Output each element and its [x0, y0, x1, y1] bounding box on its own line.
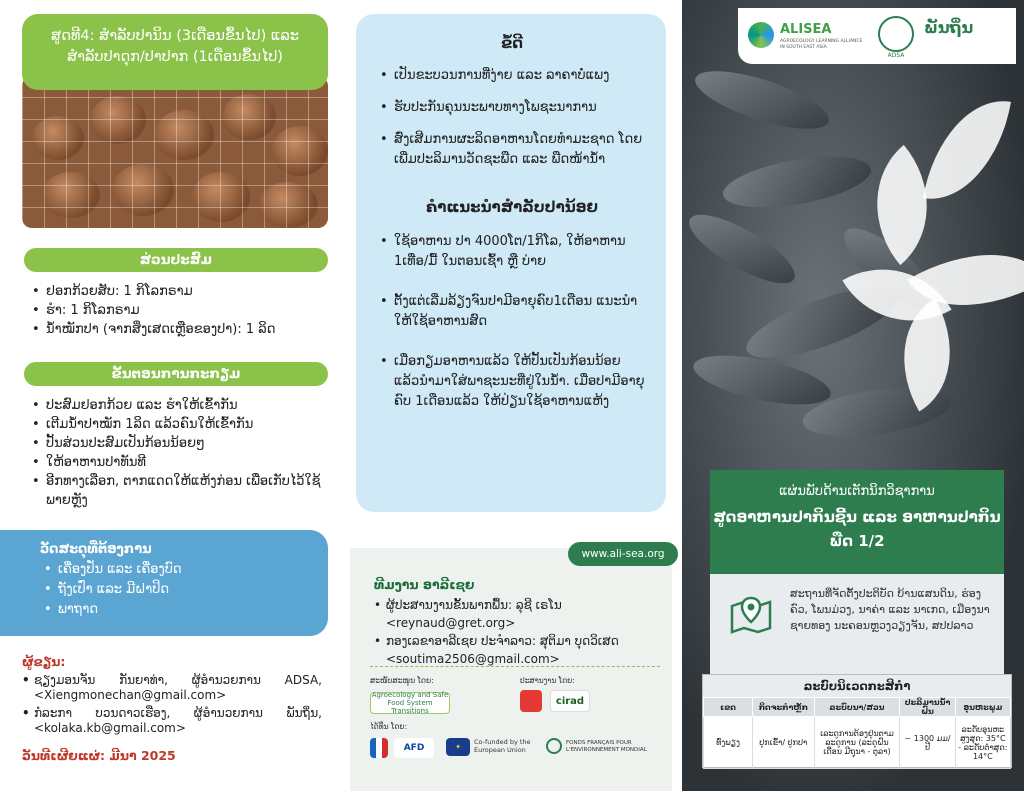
author-item: • ຊຽງມອນຈັນ ກັນຍາທ່າ, ຜູ້ອຳນວຍການ ADSA, <Xiengmonechan@gmail.com>	[22, 673, 322, 704]
supported-by-label: ສະໜັບສະໜູນ ໂດຍ:	[370, 676, 434, 685]
ffem-label: FONDS FRANÇAIS POUR L'ENVIRONNEMENT MONDIAL	[566, 740, 647, 753]
alisea-logo-text: ALISEA	[780, 22, 832, 37]
cover-title-box	[710, 470, 1004, 574]
table-header: ປະລິມານນ້ຳຝົນ	[900, 698, 955, 717]
steps-list	[32, 396, 332, 510]
list-item: • ໃຫ້ອາຫານປາທັນທີ	[32, 453, 332, 472]
ffem-logo	[546, 738, 562, 754]
ingredients-list	[32, 282, 332, 339]
author-item: • ກໍລະກາ ບວນດາວເຮືອງ, ຜູ້ອຳນວຍການ ພັນຖິ່ນ, <kolaka.kb@gmail.com>	[22, 706, 322, 737]
eu-label: Co-funded by the European Union	[474, 738, 531, 754]
gret-logo	[520, 690, 542, 712]
alisea-logo-icon	[748, 22, 774, 48]
france-flag-icon	[370, 738, 388, 758]
list-item: • ຮັບປະກັນຄຸນນະພາບທາງໂພຊະນາການ	[378, 98, 646, 118]
advantages-box	[356, 14, 666, 512]
table-cell: ເລະດູການຕ້ອງຢູ່ນຕາມລະດູການ (ລະດູຝົນ ເດືອນ ມີຖຸນາ - ຕຸລາ)	[814, 717, 900, 769]
table-title: ລະບົບນິເວດກະສິກຳ	[703, 675, 1011, 697]
website-link[interactable]: www.ali-sea.org	[568, 542, 678, 566]
panel-middle	[340, 0, 682, 791]
afd-logo: AFD	[394, 738, 434, 758]
list-item: • ເປັນຂະບວນການທີ່ງ່າຍ ແລະ ລາຄາບໍ່ແພງ	[378, 66, 646, 86]
table-header-row	[704, 698, 1011, 717]
coordinated-by-label: ປະສານງານ ໂດຍ:	[520, 676, 575, 685]
steps-heading: ຂັ້ນຕອນການກະກຽມ	[24, 362, 328, 386]
list-item: • ຖັງເປົ່າ ແລະ ມີຝາປິດ	[40, 580, 308, 600]
list-item: • ພາຖາດ	[40, 600, 308, 620]
team-section	[350, 548, 672, 791]
authors-heading: ຜູ້ຂຽນ:	[22, 654, 66, 669]
team-item: • ກອງເລຂາອາລີເຊຍ ປະຈຳລາວ: ສຸຕິມາ ບຸດວິເສດ <soutima2506@gmail.com>	[374, 632, 664, 668]
list-item: • ນ້ຳໝັກປາ (ຈາກສິ່ງເສດເຫຼືອຂອງປາ): 1 ລິດ	[32, 320, 332, 339]
afssp-logo: Agroecology and Safe Food System Transitions	[371, 691, 449, 715]
publication-date: ວັນທີເຜີຍແຜ່: ມີນາ 2025	[22, 748, 176, 763]
adsa-logo	[878, 16, 914, 52]
panel-left	[0, 0, 340, 791]
list-item: • ປະສົມຢອກກ້ວຍ ແລະ ຮຳໃຫ້ເຂົ້າກັນ	[32, 396, 332, 415]
tips-heading: ຄຳແນະນຳສຳລັບປານ້ອຍ	[426, 198, 598, 216]
eu-flag-icon: ✦	[446, 738, 470, 756]
cover-title: ສູດອາຫານປາກິນຊີ້ນ ແລະ ອາຫານປາກິນພືດ 1/2	[713, 508, 1001, 550]
list-item: • ຮຳ: 1 ກິໂລກຣາມ	[32, 301, 332, 320]
partner-logos	[738, 8, 1016, 64]
ingredients-heading: ສ່ວນປະສົມ	[24, 248, 328, 272]
panel-right-cover	[682, 0, 1024, 791]
list-item: • ເຄື່ອງປັ່ນ ແລະ ເຄື່ອງບົດ	[40, 560, 308, 580]
table-header: ກິດຈະກຳຫຼັກ	[753, 698, 814, 717]
recipe-title: ສູດທີ4: ສຳລັບປານິນ (3ເດືອນຂຶ້ນໄປ) ແລະ ສຳລັບປາດຸກ/ປາປາກ (1ເດືອນຂຶ້ນໄປ)	[22, 14, 328, 90]
team-block	[374, 576, 664, 668]
adsa-logo-text: ADSA	[887, 52, 905, 59]
cover-subtitle: ແຜ່ນພັບດ້ານເຕັກນິກວິຊາການ	[779, 484, 935, 499]
advantages-heading: ຂໍ້ດີ	[501, 34, 523, 52]
phanthin-logo: ພັນຖິ່ນ	[924, 18, 974, 37]
authors-section	[22, 654, 322, 739]
tools-heading: ວັດສະດຸທີ່ຕ້ອງການ	[40, 542, 152, 557]
table-header: ລະບົບນາ/ສວນ	[814, 698, 900, 717]
list-item: • ເຕີມນ້ຳປາໝັກ 1ລິດ ແລ້ວຄົນໃຫ້ເຂົ້າກັນ	[32, 415, 332, 434]
list-item: • ໃຊ້ອາຫານ ປາ 4000ໂຕ/1ກິໂລ, ໃຫ້ອາຫານ 1ເທື່ອ/ມື້ ໃນຕອນເຊົ້າ ຫຼື ບ່າຍ	[378, 232, 646, 272]
cirad-logo: cirad	[550, 690, 590, 712]
map-pin-icon	[728, 592, 774, 638]
table-cell: ລະດັບອຸນຫະສູງສຸດ: 35°C - ລະດັບຕໍ່າສຸດ: 14°C	[955, 717, 1010, 769]
list-item: • ຕັ້ງແຕ່ເລີ່ມລ້ຽງຈົນປາມີອາຍຸຄົບ1ເດືອນ ແນະນຳໃຫ້ໃຊ້ອາຫານສົດ	[378, 292, 646, 332]
list-item: • ເມື່ອກຽມອາຫານແລ້ວ ໃຫ້ປັ້ນເປັນກ້ອນນ້ອຍ ແລ້ວນຳມາໃສ່ພາຊະນະທີ່ຢູ່ໃນນ້ຳ. ເມື່ອປາມີອາຍຸຄົບ 1ເດືອນແລ້ວ ໃຫ້ປ່ຽນໃຊ້ອາຫານແຫ້ງ	[378, 352, 646, 412]
table-cell: ~ 1300 ມມ/ປີ	[900, 717, 955, 769]
funded-by-label: ໄດ້ທຶນ ໂດຍ:	[370, 722, 408, 731]
team-item: • ຜູ້ປະສານງານຂັ້ນພາກພື້ນ: ລຸຊີ ເຣໂນ <reynaud@gret.org>	[374, 596, 664, 632]
agroecology-table	[702, 674, 1012, 768]
table-row	[704, 717, 1011, 769]
table-cell: ປູກເຂົ້າ/ ປູກປາ	[753, 717, 814, 769]
table-cell: ທົ່ງພຽງ	[704, 717, 753, 769]
list-item: • ສົ່ງເສີມການຜະລິດອາຫານໂດຍທຳມະຊາດ ໂດຍເພີ່ມປະລິມານວັດຊະພືດ ແລະ ພືດໜ້ານ້ຳ	[378, 130, 646, 170]
list-item: • ອີກທາງເລືອກ, ຕາກແດດໃຫ້ແຫ້ງກ່ອນ ເພື່ອເກັບໄວ້ໃຊ້ພາຍຫຼັງ	[32, 472, 332, 510]
tools-box	[0, 530, 328, 636]
location-text: ສະຖານທີ່ຈັດຕັ້ງປະຕິບັດ ບ້ານແສນດິນ, ຮ່ອງຄົວ, ໂພນມ່ວງ, ນາຄ່າ ແລະ ນາເກດ, ເມືອງນາຊາຍທອງ ນະຄອນຫຼວງວຽງຈັນ, ສປປລາວ	[790, 587, 990, 632]
table-header: ອຸນຫະພູມ	[955, 698, 1010, 717]
table-header: ເຂດ	[704, 698, 753, 717]
location-box	[710, 574, 1004, 674]
list-item: • ປັ້ນສ່ວນປະສົມເປັນກ້ອນນ້ອຍໆ	[32, 434, 332, 453]
team-heading: ທີມງານ ອາລີເຊຍ	[374, 577, 475, 592]
alisea-logo-subtext: AGROECOLOGY LEARNING ALLIANCE IN SOUTH EAST ASIA	[780, 39, 863, 50]
list-item: • ຢອກກ້ວຍສັບ: 1 ກິໂລກຣາມ	[32, 282, 332, 301]
fish-feed-photo	[22, 76, 328, 228]
